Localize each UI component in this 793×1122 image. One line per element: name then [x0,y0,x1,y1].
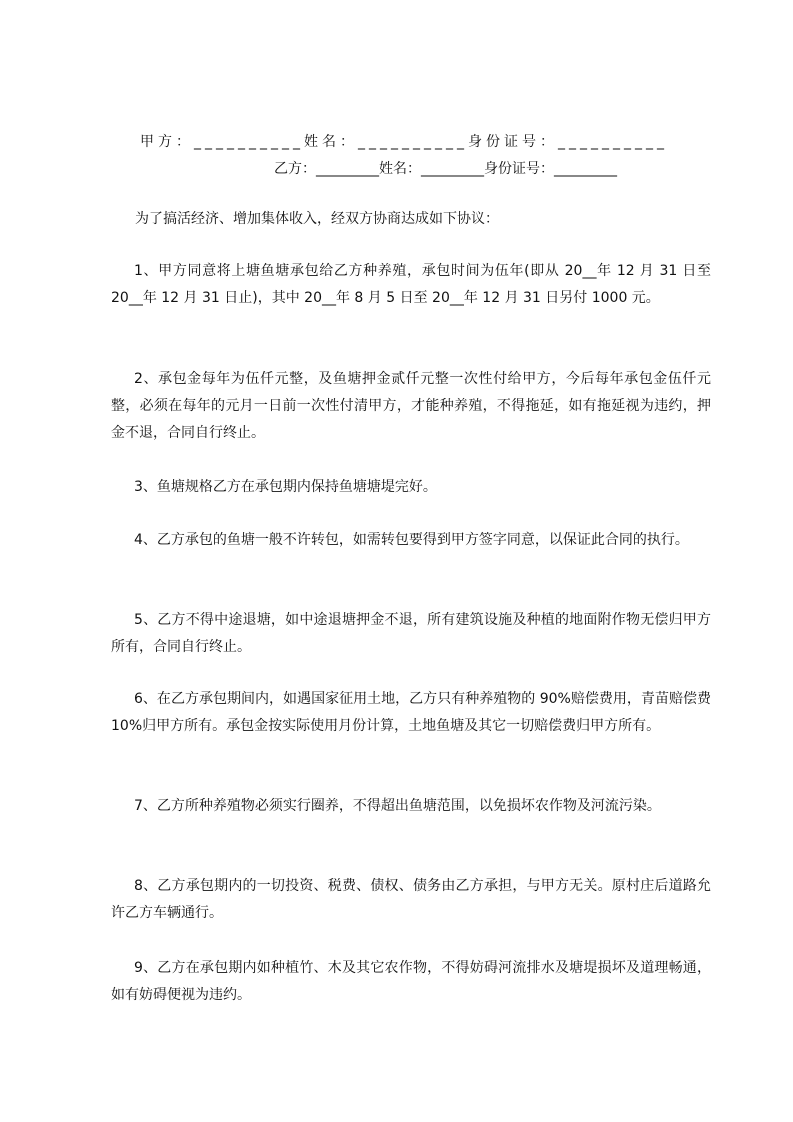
clause-2: 2、承包金每年为伍仟元整，及鱼塘押金贰仟元整一次性付给甲方，今后每年承包金伍仟元整，必须在每年的元月一日前一次性付清甲方，才能种养殖，不得拖延，如有拖延视为违约，押金不退，合同自行终止。 [111,371,711,441]
clause-8: 8、乙方承包期内的一切投资、税费、债权、债务由乙方承担，与甲方无关。原村庄后道路允许乙方车辆通行。 [111,878,711,921]
clause-9: 9、乙方在承包期内如种植竹、木及其它农作物，不得妨碍河流排水及塘堤损坏及道理畅通，如有妨碍便视为违约。 [111,960,711,1003]
intro-paragraph: 为了搞活经济、增加集体收入，经双方协商达成如下协议： [135,211,499,227]
clause-3: 3、鱼塘规格乙方在承包期内保持鱼塘塘堤完好。 [134,479,437,495]
party-a-line: 甲方：__________姓名：__________身份证号：__________ [140,134,668,150]
clause-6: 6、在乙方承包期间内，如遇国家征用土地，乙方只有种养殖物的 90%赔偿费用，青苗赔偿费 10%归甲方所有。承包金按实际使用月份计算，土地鱼塘及其它一切赔偿费归甲方所有。 [111,691,711,734]
clause-4: 4、乙方承包的鱼塘一般不许转包，如需转包要得到甲方签字同意，以保证此合同的执行。 [134,532,689,548]
clause-7: 7、乙方所种养殖物必须实行圈养，不得超出鱼塘范围，以免损坏农作物及河流污染。 [134,798,661,814]
clause-5: 5、乙方不得中途退塘，如中途退塘押金不退，所有建筑设施及种植的地面附作物无偿归甲方所有，合同自行终止。 [111,612,711,655]
party-b-line: 乙方：_________姓名：_________身份证号：_________ [274,161,617,177]
clause-1: 1、甲方同意将上塘鱼塘承包给乙方种养殖，承包时间为伍年(即从 20__年 12 月 31 日至 20__年 12 月 31 日止)，其中 20__年 8 月 5 日至 20__年 12 月 31 日另付 1000 元。 [111,263,711,306]
